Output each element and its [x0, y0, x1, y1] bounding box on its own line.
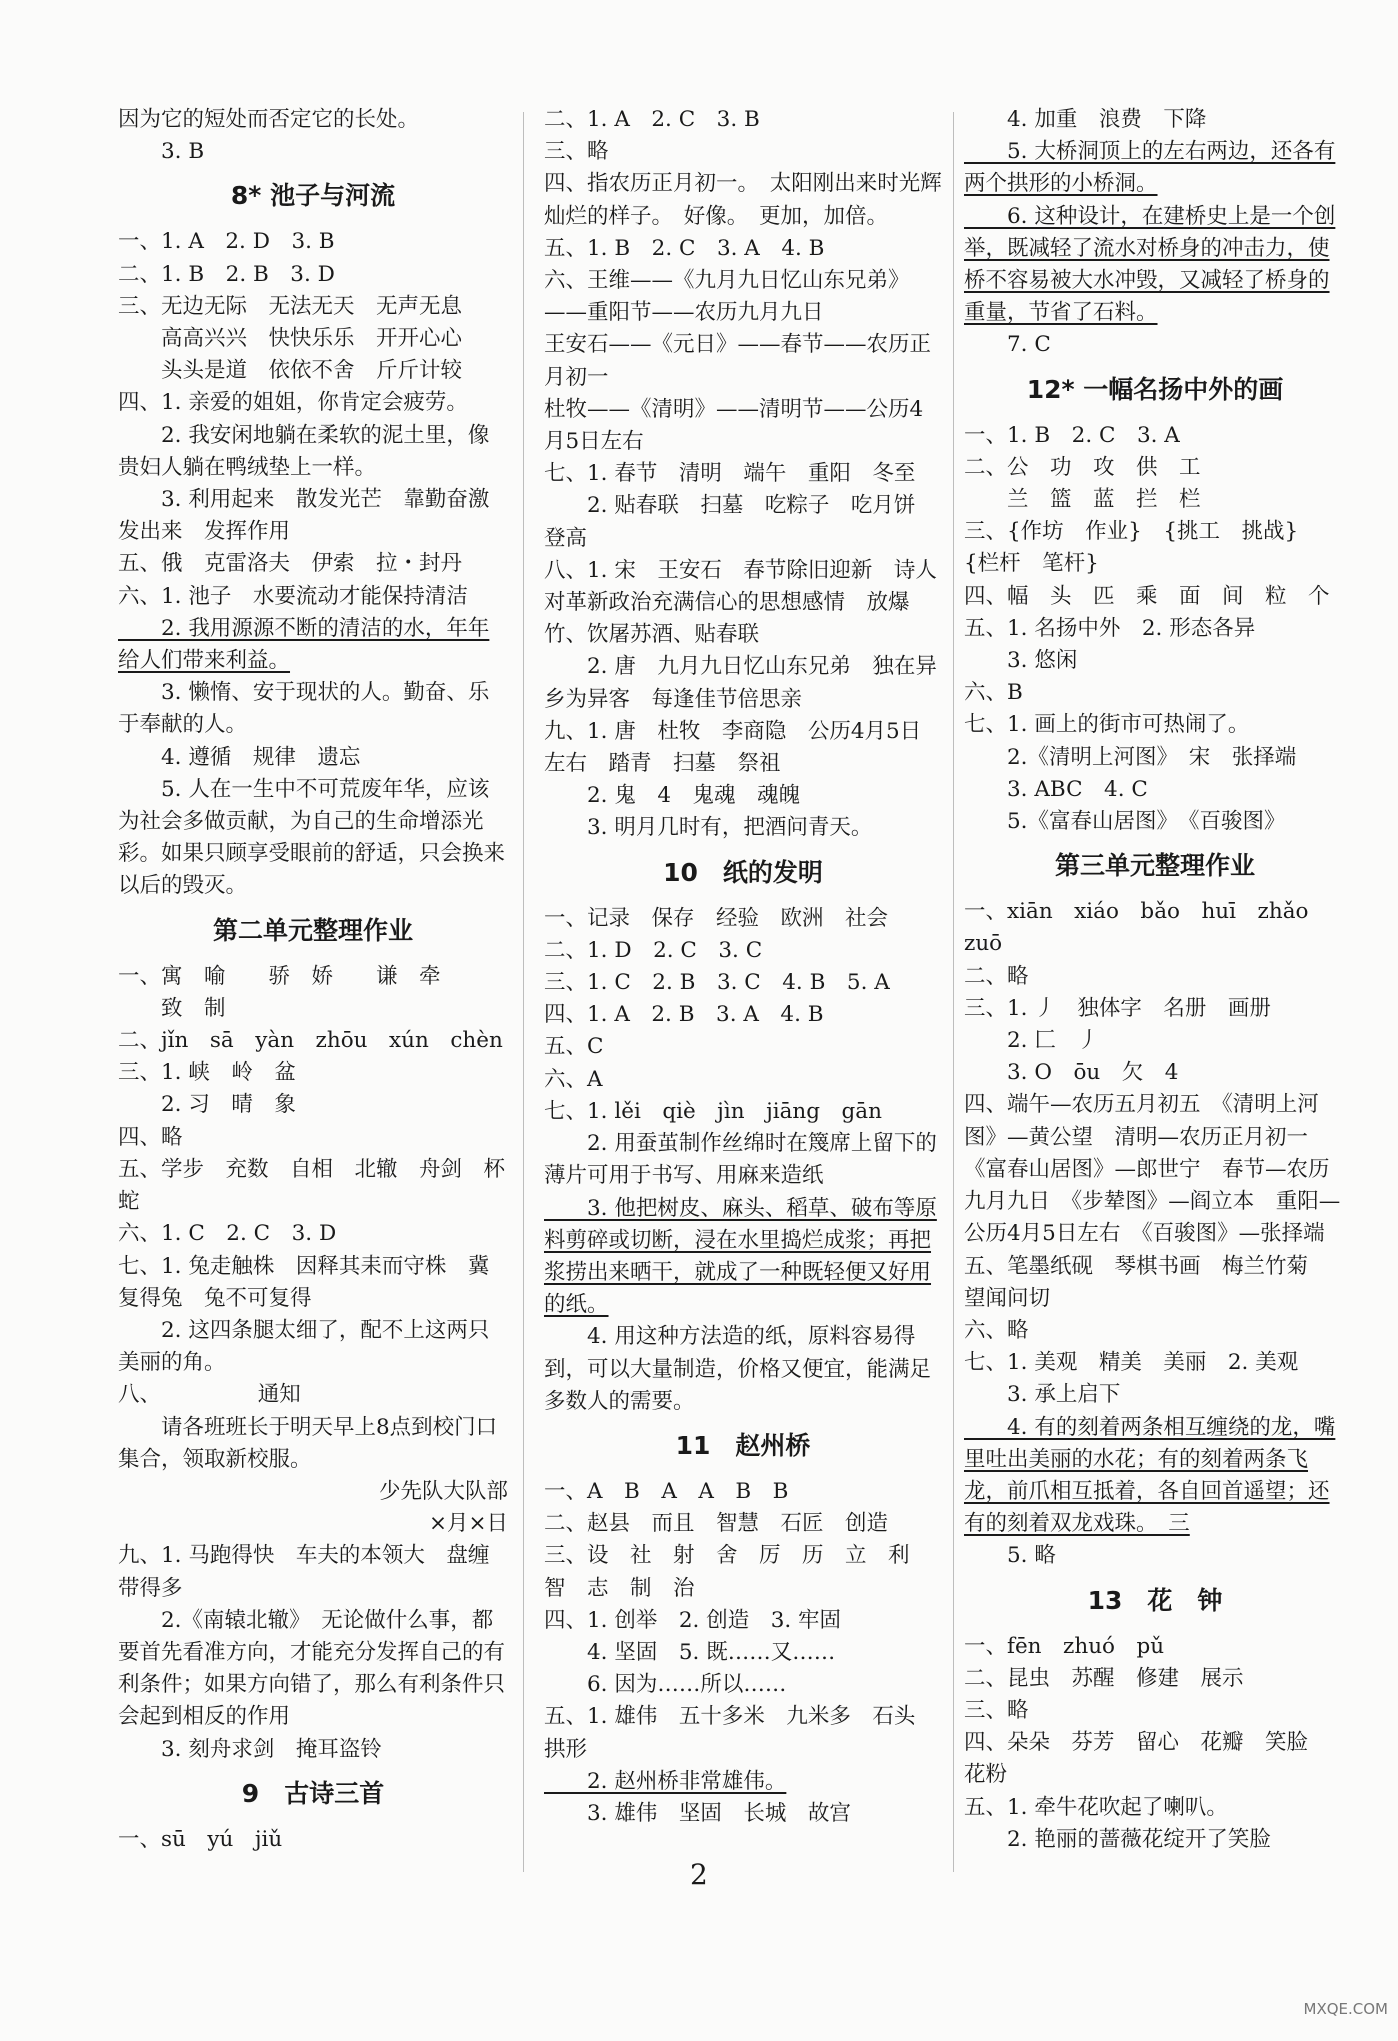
answer-line: 2. 贴春联 扫墓 吃粽子 吃月饼 登高	[544, 493, 937, 551]
answer-line: 致 制	[118, 995, 226, 1021]
answer-line: 六、B	[964, 680, 1023, 706]
answer-line: 2. 鬼 4 鬼魂 魂魄	[544, 783, 801, 809]
answer-line: 六、1. 池子 水要流动才能保持清洁	[118, 583, 468, 609]
answer-line: 四、1. 亲爱的姐姐，你肯定会疲劳。	[118, 390, 468, 416]
answer-line: 六、王维——《九月九日忆山东兄弟》——重阳节——农历九月九日	[544, 268, 910, 326]
answer-line: 6. 因为……所以……	[544, 1672, 787, 1698]
section-heading: 第三单元整理作业	[1054, 851, 1255, 881]
answer-line: 二、1. D 2. C 3. C	[544, 937, 763, 963]
answer-line: 一、1. B 2. C 3. A	[964, 422, 1180, 448]
answer-line: 七、1. 兔走触株 因释其耒而守株 冀复得兔 兔不可复得	[118, 1253, 490, 1311]
answer-line: 三、略	[964, 1697, 1029, 1723]
answer-line: 5. 略	[964, 1543, 1056, 1569]
answer-line: 3. B	[118, 139, 205, 165]
answer-line: 4. 用这种方法造的纸，原料容易得到，可以大量制造，价格又便宜，能满足多数人的需要。	[544, 1324, 932, 1414]
answer-line: 4. 遵循 规律 遗忘	[118, 744, 361, 770]
page-number: 2	[690, 1858, 708, 1891]
section-heading: 11 赵州桥	[675, 1430, 811, 1460]
answer-line: 二、略	[964, 963, 1029, 989]
answer-line: 四、幅 头 匹 乘 面 间 粒 个	[964, 583, 1330, 609]
answer-line: 7. C	[964, 332, 1051, 358]
answer-line: 一、xiān xiáo bǎo huī zhǎo zuō	[964, 899, 1330, 957]
answer-line: 一、fēn zhuó pǔ	[964, 1633, 1165, 1659]
answer-line: 王安石——《元日》——春节——农历正月初一	[544, 332, 932, 390]
answer-line: 5. 人在一生中不可荒废年华，应该为社会多做贡献，为自己的生命增添光彩。如果只顾享受眼前的舒适，只会换来以后的毁灭。	[118, 776, 506, 899]
section-heading: 12* 一幅名扬中外的画	[1026, 374, 1284, 404]
answer-line: 六、1. C 2. C 3. D	[118, 1221, 337, 1247]
answer-line: 一、sū yú jiǔ	[118, 1826, 283, 1852]
answer-line: 3. 他把树皮、麻头、稻草、破布等原料剪碎或切断，浸在水里捣烂成浆；再把浆捞出来晒干，就成了一种既轻便又好用的纸。	[544, 1195, 937, 1318]
answer-line: 4. 坚固 5. 既……又……	[544, 1639, 836, 1665]
answer-line: 一、1. A 2. D 3. B	[118, 229, 335, 255]
answer-line: 2. 我安闲地躺在柔软的泥土里，像贵妇人躺在鸭绒垫上一样。	[118, 422, 490, 480]
answer-line: 七、1. 画上的街市可热闹了。	[964, 712, 1250, 738]
answer-line: 二、公 功 攻 供 工	[964, 454, 1201, 480]
column-right	[964, 104, 1346, 1856]
answer-line: 2.《南辕北辙》 无论做什么事，都要首先看准方向，才能充分发挥自己的有利条件；如果方向错了，那么有利条件只会起到相反的作用	[118, 1607, 506, 1730]
answer-line: 头头是道 依依不舍 斤斤计较	[118, 358, 463, 384]
column-divider	[523, 112, 524, 1872]
answer-line: 二、1. A 2. C 3. B	[544, 107, 760, 132]
answer-line: 3. 承上启下	[964, 1382, 1121, 1408]
answer-line: 三、{作坊 作业} {挑工 挑战} {栏杆 笔杆}	[964, 519, 1320, 577]
answer-line: 三、设 社 射 舍 厉 历 立 利 智 志 制 治	[544, 1543, 932, 1601]
column-divider	[953, 112, 954, 1872]
answer-line: 2.《清明上河图》 宋 张择端	[964, 744, 1297, 770]
answer-line: 少先队大队部	[378, 1478, 508, 1504]
answer-line: 二、1. B 2. B 3. D	[118, 261, 335, 287]
answer-line: 五、1. 雄伟 五十多米 九米多 石头 拱形	[544, 1704, 937, 1762]
answer-line: 四、略	[118, 1124, 183, 1150]
answer-line: 3. ABC 4. C	[964, 776, 1148, 802]
answer-line: 七、1. lěi qiè jìn jiāng gān	[544, 1098, 882, 1124]
watermark-logo: MXQE.COM	[1303, 2000, 1388, 2018]
answer-line: 四、朵朵 芬芳 留心 花瓣 笑脸 花粉	[964, 1730, 1330, 1788]
section-heading: 9 古诗三首	[241, 1778, 385, 1808]
answer-line: 2. 这四条腿太细了，配不上这两只美丽的角。	[118, 1317, 490, 1376]
answer-line: 5. 大桥洞顶上的左右两边，还各有两个拱形的小桥洞。	[964, 139, 1336, 197]
answer-line: 杜牧——《清明》——清明节——公历4月5日左右	[544, 396, 924, 455]
answer-line: 2. 用蚕茧制作丝绵时在篾席上留下的薄片可用于书写、用麻来造纸	[544, 1131, 937, 1189]
section-heading: 8* 池子与河流	[230, 181, 396, 211]
answer-line: 因为它的短处而否定它的长处。	[118, 107, 420, 132]
answer-line: 2. 唐 九月九日忆山东兄弟 独在异乡为异客 每逢佳节倍思亲	[544, 654, 937, 712]
answer-line: 四、指农历正月初一。 太阳刚出来时光辉灿烂的样子。 好像。 更加，加倍。	[544, 171, 942, 229]
answer-line: 一、寓 喻 骄 娇 谦 牵	[118, 963, 441, 989]
column-middle	[544, 104, 942, 1830]
section-heading: 13 花 钟	[1087, 1585, 1223, 1615]
answer-line: 四、端午—农历五月初五 《清明上河图》—黄公望 清明—农历正月初一 《富春山居图》—郎世宁 春节—农历九月九日 《步辇图》—阎立本 重阳—公历4月5日左右 《百骏图》—张择端	[964, 1092, 1341, 1247]
answer-line: 3. 懒惰、安于现状的人。勤奋、乐于奉献的人。	[118, 680, 490, 738]
answer-line: 一、记录 保存 经验 欧洲 社会	[544, 905, 889, 931]
answer-line: 2. 我用源源不断的清洁的水，年年给人们带来利益。	[118, 615, 490, 674]
answer-line: 四、1. A 2. B 3. A 4. B	[544, 1002, 824, 1028]
answer-line: 请各班班长于明天早上8点到校门口集合，领取新校服。	[118, 1414, 498, 1472]
answer-line: 兰 篮 蓝 拦 栏	[964, 487, 1201, 513]
answer-line: 二、赵县 而且 智慧 石匠 创造	[544, 1511, 889, 1537]
answer-line: 3. 悠闲	[964, 648, 1078, 674]
answer-line: 2. 赵州桥非常雄伟。	[544, 1768, 787, 1794]
answer-line: 三、1. C 2. B 3. C 4. B 5. A	[544, 970, 890, 996]
answer-line: 三、无边无际 无法无天 无声无息	[118, 293, 463, 319]
answer-line: 七、1. 美观 精美 美丽 2. 美观	[964, 1350, 1299, 1376]
answer-line: 一、A B A A B B	[544, 1478, 789, 1504]
answer-line: 2. 匚 丿	[964, 1028, 1099, 1054]
answer-line: 二、jǐn sā yàn zhōu xún chèn	[118, 1028, 503, 1054]
answer-line: 3. 刻舟求剑 掩耳盗铃	[118, 1736, 382, 1762]
column-left	[118, 104, 530, 1856]
answer-line: ×月×日	[428, 1511, 530, 1537]
answer-line: 九、1. 唐 杜牧 李商隐 公历4月5日左右 踏青 扫墓 祭祖	[544, 718, 922, 777]
section-heading: 第二单元整理作业	[212, 915, 413, 945]
answer-line: 6. 这种设计，在建桥史上是一个创举，既减轻了流水对桥身的冲击力，使桥不容易被大水冲毁，又减轻了桥身的重量，节省了石料。	[964, 203, 1336, 326]
answer-line: 五、俄 克雷洛夫 伊索 拉・封丹	[118, 551, 463, 577]
answer-line: 3. O ōu 欠 4	[964, 1060, 1179, 1086]
answer-line: 六、A	[544, 1066, 603, 1092]
answer-line: 5.《富春山居图》 《百骏图》	[964, 809, 1286, 835]
answer-line: 2. 艳丽的蔷薇花绽开了笑脸	[964, 1826, 1271, 1852]
section-heading: 10 纸的发明	[663, 857, 823, 887]
answer-line: 六、略	[964, 1317, 1029, 1343]
answer-line: 五、1. 牵牛花吹起了喇叭。	[964, 1794, 1228, 1820]
answer-line: 高高兴兴 快快乐乐 开开心心	[118, 326, 463, 352]
answer-line: 五、C	[544, 1034, 604, 1060]
answer-line: 3. 雄伟 坚固 长城 故宫	[544, 1800, 851, 1826]
answer-line: 3. 明月几时有，把酒问青天。	[544, 815, 873, 841]
answer-line: 五、1. B 2. C 3. A 4. B	[544, 235, 825, 261]
answer-line: 八、 通知	[118, 1382, 301, 1408]
answer-line: 八、1. 宋 王安石 春节除旧迎新 诗人对革新政治充满信心的思想感情 放爆竹、饮屠苏酒、贴春联	[544, 557, 937, 648]
answer-line: 三、1. 峡 岭 盆	[118, 1060, 296, 1086]
answer-line: 五、1. 名扬中外 2. 形态各异	[964, 615, 1256, 641]
answer-line: 四、1. 创举 2. 创造 3. 牢固	[544, 1607, 842, 1633]
answer-line: 五、学步 充数 自相 北辙 舟剑 杯蛇	[118, 1156, 506, 1215]
answer-line: 二、昆虫 苏醒 修建 展示	[964, 1665, 1244, 1691]
answer-line: 九、1. 马跑得快 车夫的本领大 盘缠带得多	[118, 1543, 490, 1601]
answer-line: 三、略	[544, 139, 609, 165]
answer-line: 4. 加重 浪费 下降	[964, 107, 1207, 132]
answer-line: 4. 有的刻着两条相互缠绕的龙，嘴里吐出美丽的水花；有的刻着两条飞龙，前爪相互抵着，各自回首遥望；还有的刻着双龙戏珠。 三	[964, 1414, 1336, 1537]
answer-line: 三、1. 丿 独体字 名册 画册	[964, 995, 1271, 1021]
answer-line: 2. 习 晴 象	[118, 1092, 296, 1118]
answer-line: 五、笔墨纸砚 琴棋书画 梅兰竹菊 望闻问切	[964, 1253, 1330, 1311]
answer-line: 3. 利用起来 散发光芒 靠勤奋激发出来 发挥作用	[118, 487, 490, 545]
answer-line: 七、1. 春节 清明 端午 重阳 冬至	[544, 461, 916, 487]
